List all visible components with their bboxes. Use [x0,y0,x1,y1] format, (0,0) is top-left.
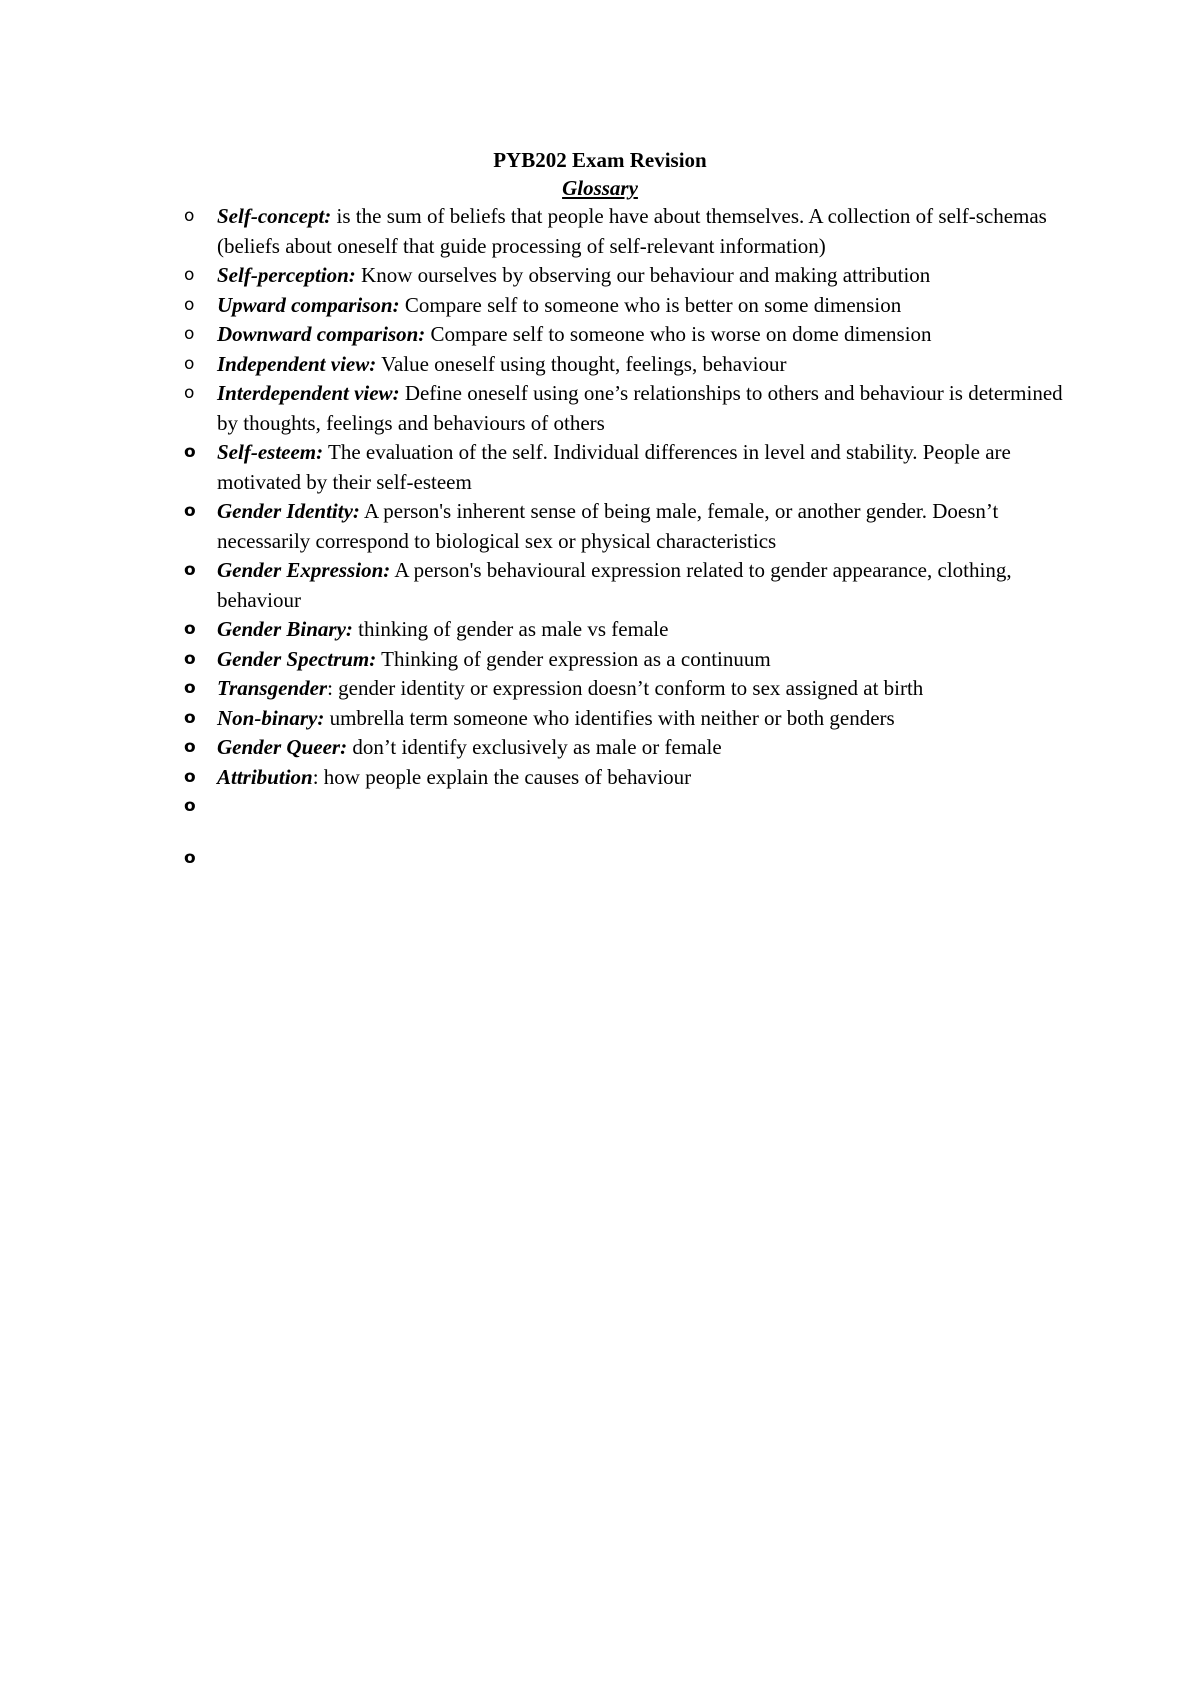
glossary-term: Self-esteem: [217,440,324,464]
glossary-term: Gender Queer: [217,735,348,759]
glossary-item [182,261,1082,291]
glossary-definition: : gender identity or expression doesn’t conform to sex assigned at birth [327,676,924,700]
bullet-icon: o [184,324,195,344]
glossary-definition: Thinking of gender expression as a continuum [376,646,771,671]
glossary-definition: Value oneself using thought, feelings, behaviour [376,351,787,376]
glossary-term: Interdependent view: [217,381,400,405]
glossary-definition: Compare self to someone who is better on some dimension [399,292,902,317]
bullet-icon: o [184,648,196,669]
bullet-icon: o [184,442,196,462]
glossary-item [182,704,1082,734]
glossary-item [182,645,1082,675]
glossary-definition: Compare self to someone who is worse on dome dimension [425,322,932,346]
glossary-definition: thinking of gender as male vs female [352,617,669,641]
glossary-definition: A person's behavioural expression related to gender appearance, clothing, behaviour [217,558,1012,612]
bullet-icon: o [184,737,196,757]
glossary-definition: is the sum of beliefs that people have about themselves. A collection of self-schemas (beliefs about oneself that guide processing of self-relevant information) [217,204,1047,258]
bullet-icon: o [184,560,196,580]
glossary-item-empty [182,844,1082,874]
bullet-icon: o [184,766,196,787]
bullet-icon: o [184,619,196,639]
glossary-definition: A person's inherent sense of being male, female, or another gender. Doesn’t necessarily correspond to biological sex or physical characteristics [217,499,999,553]
glossary-term: Gender Expression: [217,558,391,582]
bullet-icon: o [184,294,195,315]
glossary-item [182,763,1082,793]
document-subtitle: Glossary [562,176,638,200]
glossary-term: Non-binary: [217,705,325,730]
bullet-icon: o [184,353,195,374]
glossary-item-empty [182,792,1082,822]
glossary-item [182,291,1082,321]
bullet-icon: o [184,501,196,521]
glossary-item [182,438,1082,497]
glossary-definition: umbrella term someone who identifies with neither or both genders [324,705,895,730]
document-title: PYB202 Exam Revision [493,148,707,172]
glossary-term: Downward comparison: [217,322,426,346]
glossary-term: Self-perception: [217,263,356,287]
glossary-definition: The evaluation of the self. Individual differences in level and stability. People are motivated by their self-esteem [217,440,1011,494]
glossary-item [182,674,1082,704]
glossary-term: Independent view: [217,351,377,376]
bullet-icon: o [184,206,195,226]
glossary-item [182,320,1082,350]
glossary-term: Gender Identity: [217,499,360,523]
bullet-icon: o [184,383,195,403]
glossary-item [182,615,1082,645]
bullet-icon: o [184,796,196,816]
glossary-item [182,379,1082,438]
glossary-term: Self-concept: [217,204,332,228]
bullet-icon: o [184,847,196,868]
glossary-item [182,733,1082,763]
glossary-term: Upward comparison: [217,292,400,317]
glossary-definition: : how people explain the causes of behaviour [312,764,692,789]
glossary-definition: Define oneself using one’s relationships to others and behaviour is determined by thoughts, feelings and behaviours of others [217,381,1063,435]
glossary-item [182,350,1082,380]
glossary-definition: don’t identify exclusively as male or female [347,735,722,759]
glossary-term: Gender Binary: [217,617,353,641]
glossary-item [182,556,1082,615]
glossary-list [182,202,1082,873]
glossary-item [182,497,1082,556]
bullet-icon: o [184,707,196,728]
glossary-term: Transgender [217,676,328,700]
glossary-term: Attribution [217,764,313,789]
glossary-definition: Know ourselves by observing our behaviour and making attribution [355,263,931,287]
glossary-item [182,202,1082,261]
glossary-term: Gender Spectrum: [217,646,377,671]
bullet-icon: o [184,678,196,698]
bullet-icon: o [184,265,195,285]
